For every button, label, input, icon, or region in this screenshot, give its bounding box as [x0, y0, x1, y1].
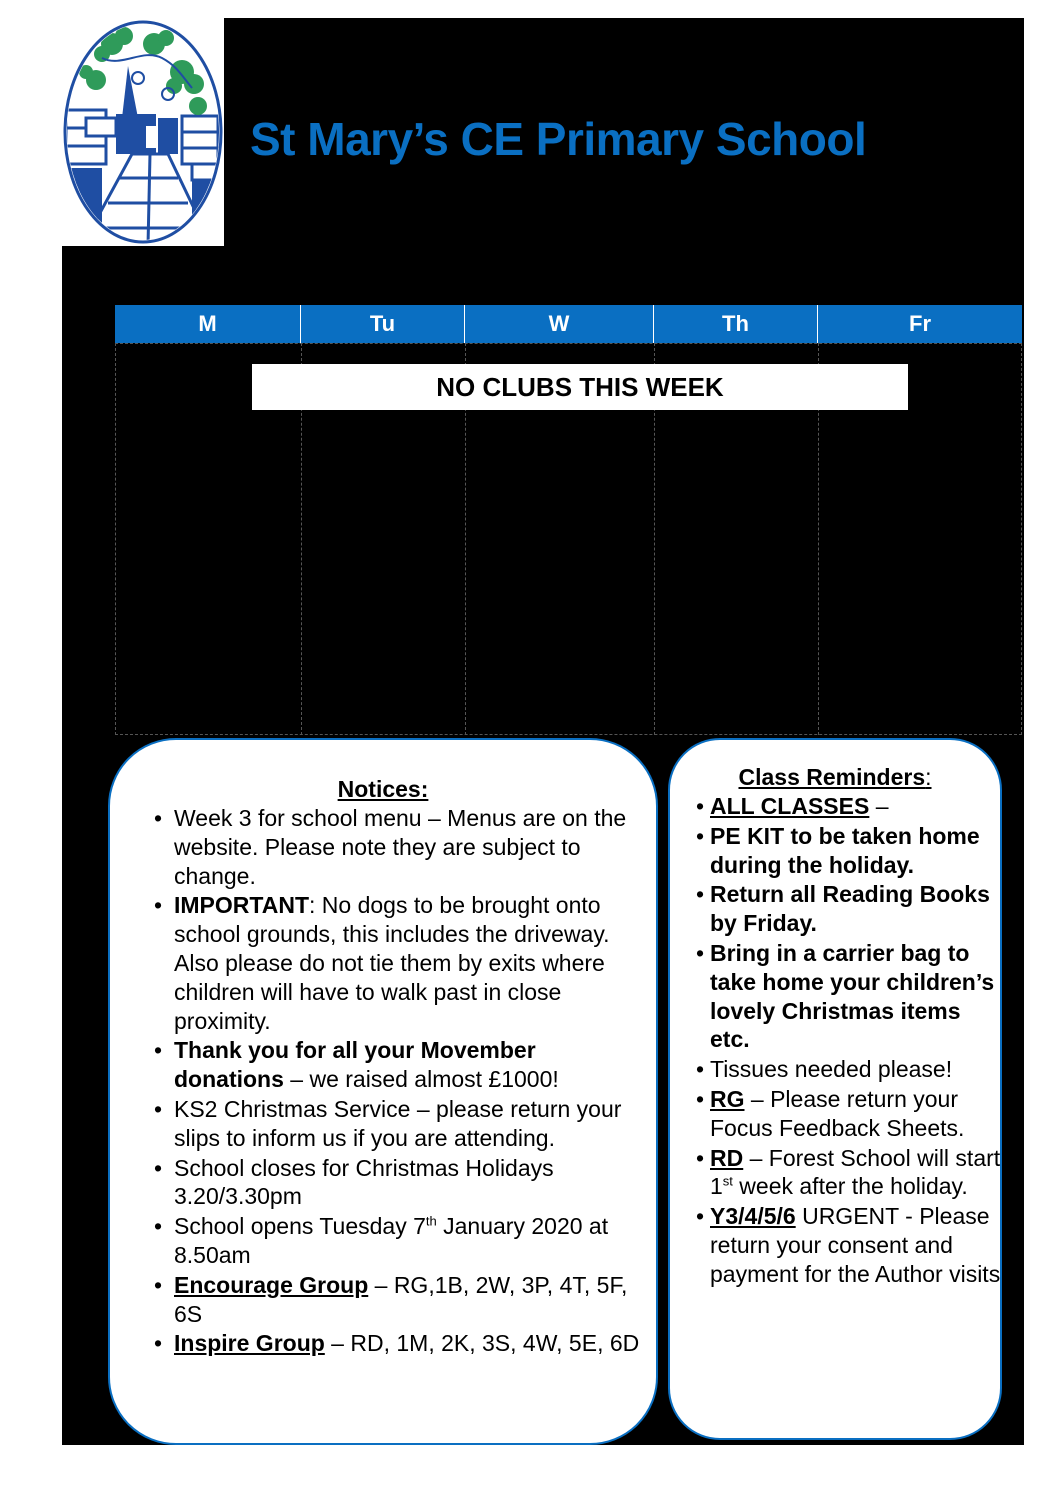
reminders-heading: [670, 764, 1000, 791]
bullet-icon: •: [696, 939, 705, 966]
notices-panel: [108, 738, 658, 1445]
reminder-item: [696, 1055, 1001, 1084]
notice-item-text: Encourage Group: [174, 1271, 369, 1298]
reminder-item-text: URGENT - Please return your consent and payment for the Author visits: [710, 1203, 1001, 1287]
notice-item: [148, 1212, 648, 1270]
timetable-header-row: [115, 305, 1022, 343]
bullet-icon: •: [154, 1037, 163, 1064]
notice-item: [148, 1329, 648, 1358]
bullet-icon: •: [154, 1154, 163, 1181]
reminder-item: [696, 1202, 1001, 1288]
notice-item-text: School closes for Christmas Holidays 3.20/3.30pm: [174, 1154, 554, 1210]
no-clubs-banner: NO CLUBS THIS WEEK: [252, 364, 908, 410]
notice-item-text: Inspire Group: [174, 1330, 325, 1357]
notice-item-text: IMPORTANT: [174, 892, 310, 919]
day-header-tuesday: Tu: [301, 305, 465, 343]
notice-item: [148, 804, 648, 890]
reminder-item-text: Return all Reading Books by Friday.: [710, 881, 990, 937]
reminders-heading-text: Class Reminders: [738, 764, 926, 790]
reminder-item-text: – Please return your Focus Feedback Sheets.: [710, 1085, 965, 1141]
notice-item-text: January 2020 at 8.50am: [174, 1213, 609, 1268]
reminder-item-text: Bring in a carrier bag to take home your children’s lovely Christmas items etc.: [710, 939, 995, 1053]
reminder-item-text: RD: [710, 1144, 744, 1171]
reminder-item-text: Y3/4/5/6: [710, 1203, 796, 1230]
bullet-icon: •: [696, 822, 705, 849]
notice-item: [148, 891, 648, 1035]
notice-item: [148, 1271, 648, 1329]
reminder-item: [696, 1085, 1001, 1143]
bullet-icon: •: [696, 1056, 705, 1083]
notice-item-text: Thank you for all your Movember donations: [174, 1037, 536, 1093]
reminder-item-text: st: [722, 1173, 733, 1189]
notice-item: [148, 1154, 648, 1212]
bullet-icon: •: [154, 1213, 163, 1240]
reminder-item-text: RG: [710, 1085, 745, 1112]
reminder-item-text: ALL CLASSES: [710, 793, 870, 819]
reminder-item: [696, 939, 1001, 1054]
notices-list: [148, 804, 648, 1359]
notice-item-text: Week 3 for school menu – Menus are on the website. Please note they are subject to change.: [174, 805, 627, 889]
notice-item-text: – RD, 1M, 2K, 3S, 4W, 5E, 6D: [324, 1330, 640, 1357]
bullet-icon: •: [696, 1203, 705, 1230]
notices-heading: Notices:: [337, 776, 429, 802]
school-logo: [62, 18, 224, 246]
class-reminders-panel: [668, 738, 1002, 1440]
notice-item-text: th: [425, 1213, 437, 1229]
reminder-item: [696, 792, 1001, 821]
bullet-icon: •: [154, 805, 163, 831]
notice-item-text: – we raised almost £1000!: [283, 1066, 559, 1093]
bullet-icon: •: [154, 892, 163, 919]
notice-item-text: KS2 Christmas Service – please return your slips to inform us if you are attending.: [174, 1095, 622, 1151]
notice-item: [148, 1095, 648, 1153]
reminders-list: [696, 792, 1001, 1290]
reminder-item-text: week after the holiday.: [732, 1173, 968, 1200]
bullet-icon: •: [154, 1095, 163, 1122]
reminders-heading-colon: :: [925, 764, 932, 790]
reminder-item-text: Tissues needed please!: [710, 1056, 953, 1083]
notice-item-text: – RG,1B, 2W, 3P, 4T, 5F, 6S: [174, 1271, 628, 1327]
notice-item: [148, 1036, 648, 1094]
reminder-item: [696, 822, 1001, 880]
reminder-item: [696, 880, 1001, 938]
bullet-icon: •: [696, 881, 705, 908]
bullet-icon: •: [696, 1085, 705, 1112]
bullet-icon: •: [696, 793, 705, 819]
school-crest-icon: [62, 18, 224, 246]
bullet-icon: •: [696, 1144, 705, 1171]
day-header-wednesday: W: [465, 305, 654, 343]
bullet-icon: •: [154, 1271, 163, 1298]
page-title: St Mary’s CE Primary School: [250, 113, 867, 165]
notice-item-text: : No dogs to be brought onto school grounds, this includes the driveway. Also please do not tie them by exits where children will have to walk past in close proximity.: [174, 892, 610, 1034]
day-header-thursday: Th: [654, 305, 818, 343]
reminder-item-text: PE KIT to be taken home during the holiday.: [710, 822, 980, 878]
notice-item-text: School opens Tuesday 7: [174, 1213, 426, 1240]
reminder-item-text: – Forest School will start 1: [710, 1144, 1001, 1200]
day-header-monday: M: [115, 305, 301, 343]
bullet-icon: •: [154, 1330, 163, 1357]
reminder-item-text: –: [869, 793, 889, 819]
day-header-friday: Fr: [909, 311, 931, 336]
reminder-item: [696, 1144, 1001, 1202]
